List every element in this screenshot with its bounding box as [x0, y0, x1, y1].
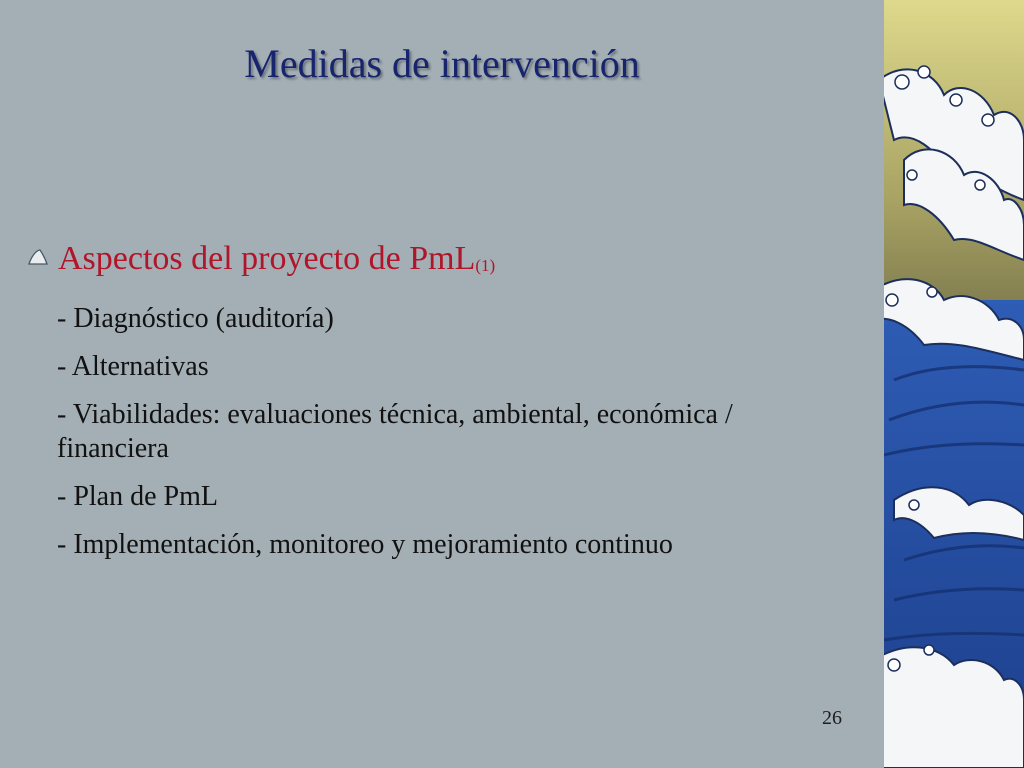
list-item: - Diagnóstico (auditoría) [57, 303, 334, 334]
wave-bullet-icon [28, 236, 48, 274]
list-item: - Implementación, monitoreo y mejoramiento continuo [57, 529, 673, 560]
bullet-sub-items [57, 302, 847, 576]
list-item: - Viabilidades: evaluaciones técnica, ambiental, económica / financiera [57, 399, 733, 464]
bullet-heading [28, 236, 495, 278]
bullet-heading-text: Aspectos del proyecto de PmL [58, 240, 476, 277]
slide-title: Medidas de intervención [244, 41, 640, 86]
wave-decoration-image [884, 0, 1024, 768]
bullet-heading-subscript: (1) [475, 256, 496, 275]
list-item: - Alternativas [57, 351, 209, 382]
page-number: 26 [822, 707, 842, 729]
list-item: - Plan de PmL [57, 481, 218, 512]
